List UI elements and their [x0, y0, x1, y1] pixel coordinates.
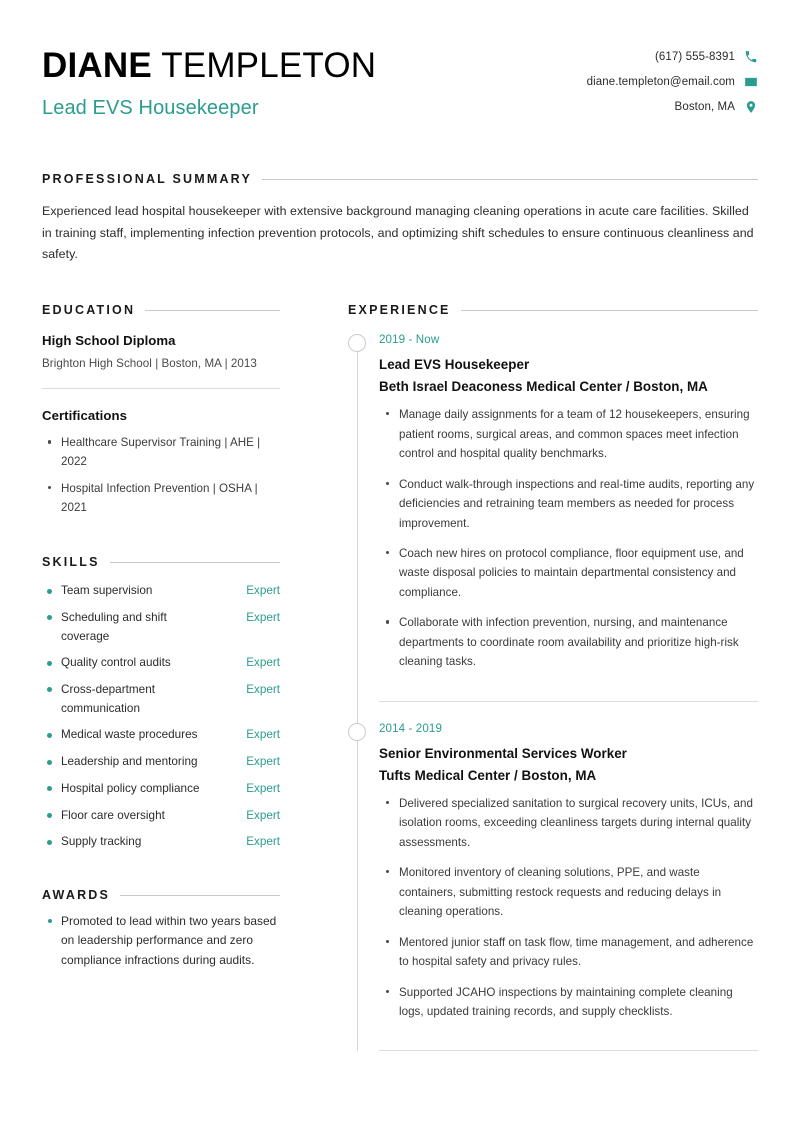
experience-role: Senior Environmental Services Worker: [379, 745, 627, 761]
skill-name: Cross-department communication: [61, 682, 156, 715]
skill-name: Team supervision: [61, 584, 153, 598]
list-item: Monitored inventory of cleaning solutions, PPE, and waste containers, submitting restock requests and reducing delays in cleaning operations.: [379, 863, 758, 921]
contact-phone[interactable]: [655, 50, 758, 64]
heading-rule: [110, 562, 280, 563]
heading-rule: [120, 895, 280, 896]
contact-email[interactable]: [587, 75, 758, 89]
heading-rule: [461, 310, 758, 311]
education-divider: [42, 388, 280, 389]
list-item: Delivered specialized sanitation to surgical recovery units, ICUs, and isolation rooms, exceeding cleanliness targets during internal quality assessments.: [379, 794, 758, 852]
summary-text: Experienced lead hospital housekeeper with extensive background managing cleaning operations in acute care facilities. Skilled in training staff, implementing infection prevention protocols, and optimizing shift schedules to ensure continuous cleanliness and safety.: [42, 204, 754, 261]
education-entry: [42, 333, 280, 370]
skill-level: Expert: [246, 584, 280, 598]
skill-level: Expert: [246, 728, 280, 742]
skill-level: Expert: [246, 610, 280, 624]
heading-rule: [262, 179, 758, 180]
experience-company: Tufts Medical Center / Boston, MA: [379, 767, 597, 783]
last-name-text: TEMPLETON: [161, 46, 377, 85]
contact-phone-text: (617) 555-8391: [654, 51, 735, 63]
education-heading-label: EDUCATION: [42, 303, 136, 318]
heading-rule: [145, 310, 280, 311]
skill-level: Expert: [246, 835, 280, 849]
list-item: [42, 654, 280, 673]
skill-level: Expert: [246, 781, 280, 795]
skill-name: Medical waste procedures: [61, 728, 198, 742]
experience-timeline: [348, 331, 758, 1051]
list-item: Supported JCAHO inspections by maintaining complete cleaning logs, updated training records, and supply checklists.: [379, 983, 758, 1022]
experience-heading-label: EXPERIENCE: [348, 303, 451, 318]
list-item: [42, 609, 280, 646]
skill-name: Floor care oversight: [61, 808, 165, 822]
skill-level: Expert: [246, 656, 280, 670]
name-block: [42, 44, 376, 120]
list-item: Manage daily assignments for a team of 12 housekeepers, ensuring patient rooms, surgical areas, and common spaces meet infection control and hospital quality benchmarks.: [379, 405, 758, 463]
experience-dates: 2014 - 2019: [379, 721, 442, 735]
skill-name: Leadership and mentoring: [61, 755, 198, 769]
skill-level: Expert: [246, 682, 280, 696]
list-item: Collaborate with infection prevention, nursing, and maintenance departments to coordinate room availability and prioritize high-risk cleaning tasks.: [379, 613, 758, 671]
timeline-marker-icon: [348, 723, 366, 741]
awards-heading: [42, 888, 280, 902]
experience-dates: 2019 - Now: [379, 333, 440, 347]
phone-icon: [744, 50, 758, 64]
certifications-list: [42, 433, 280, 517]
resume-body: [42, 303, 758, 1051]
skill-name: Hospital policy compliance: [61, 781, 200, 795]
skill-level: Expert: [246, 808, 280, 822]
list-item: [42, 681, 280, 718]
awards-heading-label: AWARDS: [42, 888, 111, 903]
skill-level: Expert: [246, 755, 280, 769]
awards-section: [42, 888, 280, 970]
right-column: [348, 303, 758, 1051]
list-item: Mentored junior staff on task flow, time management, and adherence to hospital safety and privacy rules.: [379, 933, 758, 972]
resume-header: [42, 36, 758, 120]
contact-location[interactable]: [675, 100, 758, 114]
list-item: Hospital Infection Prevention | OSHA | 2021: [42, 479, 280, 517]
experience-company: Beth Israel Deaconess Medical Center / Boston, MA: [379, 379, 708, 395]
list-item: Healthcare Supervisor Training | AHE | 2022: [42, 433, 280, 471]
first-name: DIANE: [42, 46, 152, 85]
last-name: [152, 46, 161, 85]
list-item: Promoted to lead within two years based on leadership performance and zero compliance infractions during audits.: [42, 912, 280, 970]
timeline-marker-icon: [348, 334, 366, 352]
contact-email-text: diane.templeton@email.com: [586, 76, 735, 88]
list-item: [42, 753, 280, 772]
envelope-icon: [744, 75, 758, 89]
experience-divider: [379, 701, 758, 702]
contact-block: [587, 44, 758, 114]
job-title: Lead EVS Housekeeper: [42, 97, 259, 120]
list-item: [42, 582, 280, 601]
summary-heading-label: PROFESSIONAL SUMMARY: [42, 172, 252, 187]
education-degree: High School Diploma: [42, 333, 176, 349]
skill-name: Quality control audits: [61, 656, 171, 670]
experience-role: Lead EVS Housekeeper: [379, 357, 530, 373]
skills-heading: [42, 555, 280, 569]
experience-end-divider: [379, 1050, 758, 1051]
location-pin-icon: [744, 100, 758, 114]
experience-bullets: [379, 405, 758, 672]
contact-location-text: Boston, MA: [674, 101, 735, 113]
list-item: Coach new hires on protocol compliance, floor equipment use, and waste disposal policies to maintain departmental consistency and compliance.: [379, 544, 758, 602]
skills-list: [42, 582, 280, 852]
education-heading: [42, 303, 280, 317]
list-item: [42, 780, 280, 799]
skill-name: Supply tracking: [61, 835, 142, 849]
list-item: [42, 807, 280, 826]
education-section: [42, 303, 280, 517]
left-column: [42, 303, 294, 977]
experience-item: [379, 720, 758, 1037]
list-item: [42, 726, 280, 745]
experience-item: [379, 331, 758, 687]
education-meta: Brighton High School | Boston, MA | 2013: [42, 357, 257, 371]
skills-heading-label: SKILLS: [42, 555, 100, 570]
summary-heading: [42, 172, 758, 186]
skill-name: Scheduling and shift coverage: [61, 610, 167, 643]
list-item: Conduct walk-through inspections and real-time audits, reporting any deficiencies and retraining team members as needed for process improvement.: [379, 475, 758, 533]
certifications-heading: Certifications: [42, 408, 127, 424]
professional-summary-section: [42, 172, 758, 265]
experience-heading: [348, 303, 758, 317]
skills-section: [42, 555, 280, 852]
experience-bullets: [379, 794, 758, 1022]
list-item: [42, 833, 280, 852]
page-title: [42, 46, 376, 85]
awards-list: [42, 912, 280, 970]
